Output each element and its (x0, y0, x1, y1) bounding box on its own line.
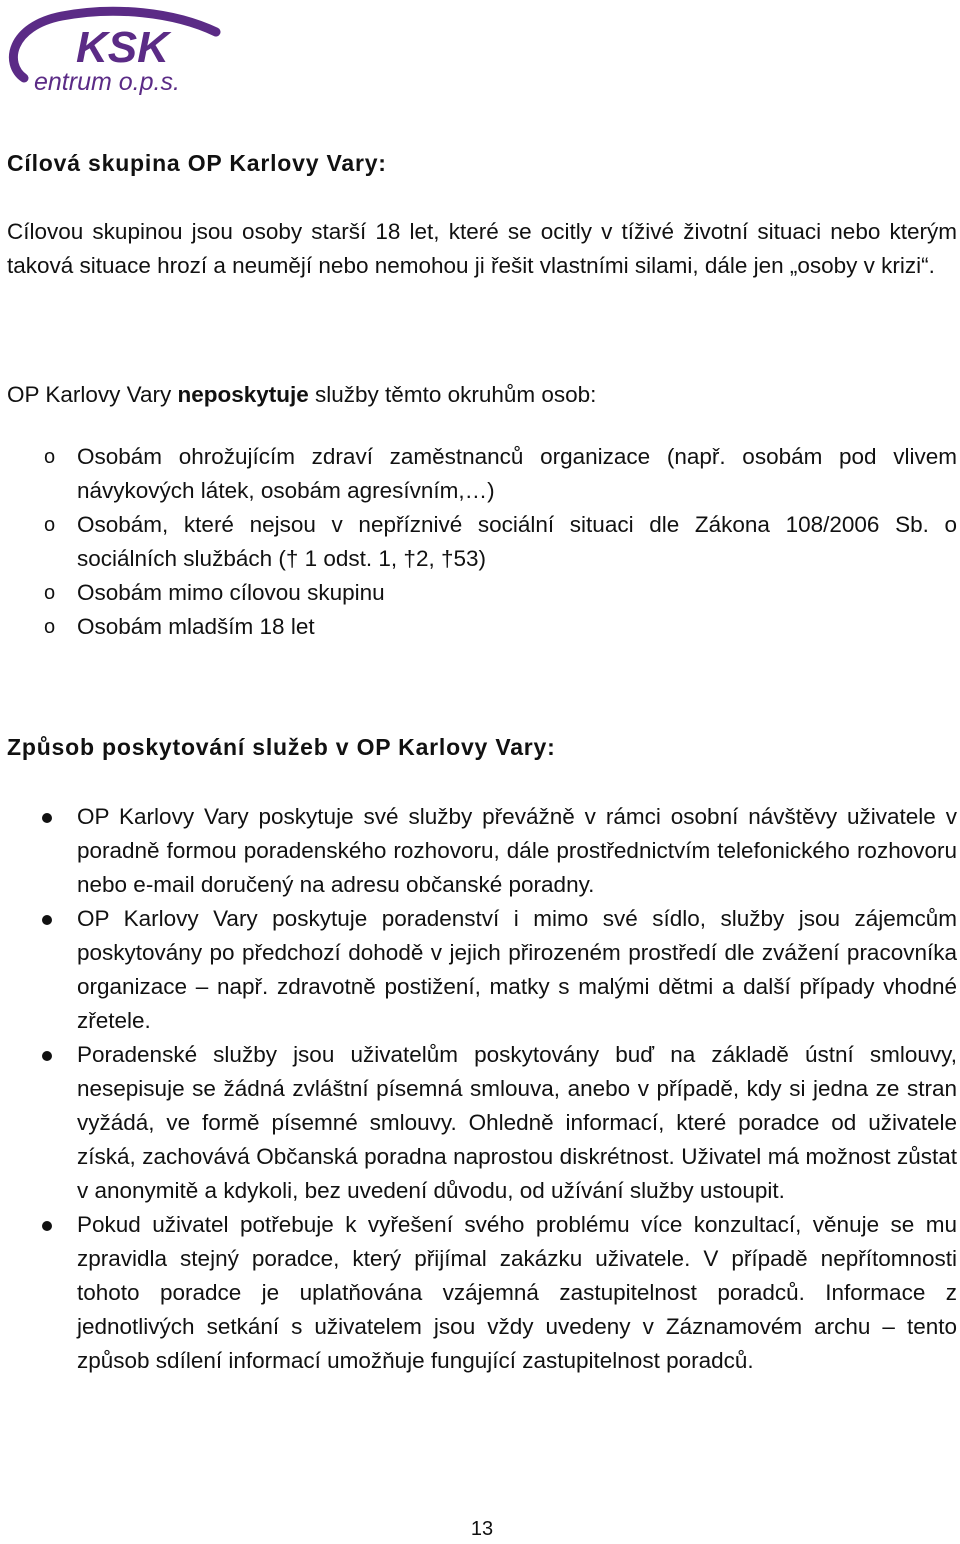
not-provided-pre: OP Karlovy Vary (7, 382, 178, 407)
list-item-text: Osobám mladším 18 let (77, 614, 315, 639)
not-provided-post: služby těmto okruhům osob: (308, 382, 597, 407)
list-item-text: Poradenské služby jsou uživatelům poskytovány buď na základě ústní smlouvy, nesepisuje se žádná zvláštní písemná smlouva, anebo v případě, kdy si jedna ze stran vyžádá, ve formě písemné smlouvy. Ohledně informací, které poradce od uživatele získá, zachovává Občanská poradna naprostou diskrétnost. Uživatel má možnost zůstat v anonymitě a kdykoli, bez uvedení důvodu, od užívání služby ustoupit. (77, 1042, 957, 1203)
bullet-icon (42, 915, 52, 925)
list-marker: o (44, 514, 56, 536)
bullet-icon (42, 1051, 52, 1061)
list-item (0, 800, 960, 902)
list-item-text: OP Karlovy Vary poskytuje své služby převážně v rámci osobní návštěvy uživatele v poradně formou poradenského rozhovoru, dále prostřednictvím telefonického rozhovoru nebo e-mail doručený na adresu občanské poradny. (77, 804, 957, 897)
section-heading-service-method: Způsob poskytování služeb v OP Karlovy Vary: (7, 734, 556, 760)
list-item (0, 1038, 960, 1208)
ksk-centrum-logo (4, 4, 224, 96)
section-heading-target-group: Cílová skupina OP Karlovy Vary: (7, 150, 387, 176)
list-item (0, 508, 960, 576)
list-marker: o (44, 446, 56, 468)
list-item-text: Pokud uživatel potřebuje k vyřešení svého problému více konzultací, věnuje se mu zpravidla stejný poradce, který přijímal zakázku uživatele. V případě nepřítomnosti tohoto poradce je uplatňována vzájemná zastupitelnost poradců. Informace z jednotlivých setkání s uživatelem jsou vždy uvedeny v Záznamovém archu – tento způsob sdílení informací umožňuje fungující zastupitelnost poradců. (77, 1212, 957, 1373)
list-item (0, 440, 960, 508)
list-item (0, 902, 960, 1038)
list-item (0, 1208, 960, 1378)
page-number: 13 (470, 1518, 494, 1540)
list-item (0, 610, 960, 644)
logo-sub-text: entrum o.p.s. (34, 68, 180, 96)
not-provided-intro (7, 378, 957, 412)
list-marker: o (44, 582, 56, 604)
list-item-text: Osobám ohrožujícím zdraví zaměstnanců organizace (např. osobám pod vlivem návykových látek, osobám agresívním,…) (77, 444, 957, 503)
logo-graphic (4, 4, 224, 96)
list-item-text: Osobám mimo cílovou skupinu (77, 580, 385, 605)
list-item-text: OP Karlovy Vary poskytuje poradenství i mimo své sídlo, služby jsou zájemcům poskytovány po předchozí dohodě v jejich přirozeném prostředí dle zvážení pracovníka organizace – např. zdravotně postižení, matky s malými dětmi a další případy vhodné zřetele. (77, 906, 957, 1033)
list-item (0, 576, 960, 610)
not-provided-bold: neposkytuje (177, 382, 309, 407)
list-item-text: Osobám, které nejsou v nepříznivé sociální situaci dle Zákona 108/2006 Sb. o sociálních službách († 1 odst. 1, †2, †53) (77, 512, 957, 571)
logo-main-text: KSK (76, 23, 169, 72)
list-marker: o (44, 616, 56, 638)
bullet-icon (42, 1221, 52, 1231)
bullet-icon (42, 813, 52, 823)
service-method-list (0, 800, 960, 1378)
target-group-paragraph: Cílovou skupinou jsou osoby starší 18 let, které se ocitly v tíživé životní situaci nebo kterým taková situace hrozí a neumějí nebo nemohou ji řešit vlastními silami, dále jen „osoby v krizi“. (7, 219, 957, 278)
excluded-groups-list (0, 440, 960, 644)
